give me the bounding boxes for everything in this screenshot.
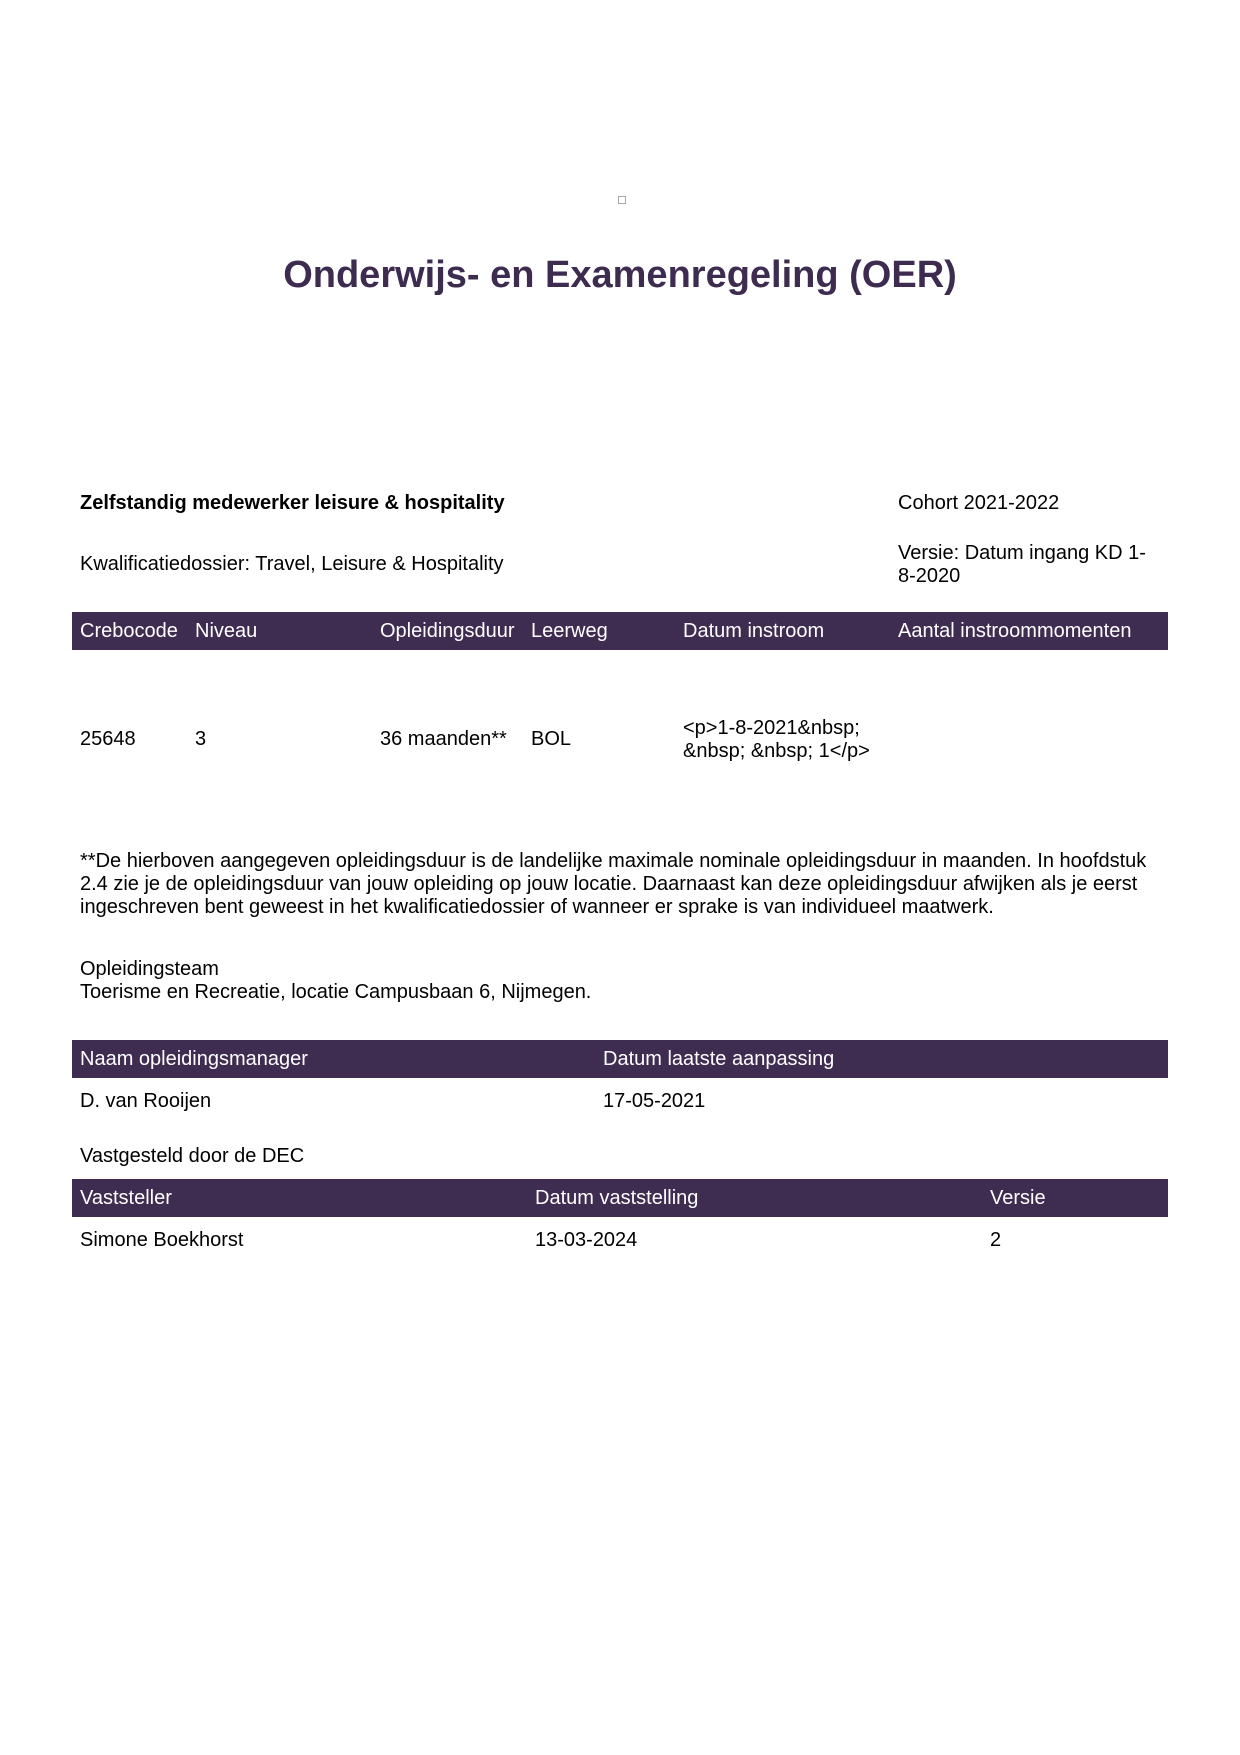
team-label: Opleidingsteam xyxy=(80,958,219,980)
team-location: Toerisme en Recreatie, locatie Campusbaan 6, Nijmegen. xyxy=(80,981,592,1003)
manager-table-header xyxy=(72,1040,1168,1078)
header-vaststeller: Vaststeller xyxy=(80,1187,172,1209)
header-naam-opleidingsmanager: Naam opleidingsmanager xyxy=(80,1048,308,1070)
cell-datum-vaststelling: 13-03-2024 xyxy=(535,1229,638,1251)
datum-instroom-line-2: &nbsp; &nbsp; 1</p> xyxy=(683,740,870,762)
version-line-2: 8-2020 xyxy=(898,565,961,587)
cell-datum-instroom xyxy=(683,717,870,763)
cell-vaststeller: Simone Boekhorst xyxy=(80,1229,244,1251)
header-aantal-instroommomenten: Aantal instroommomenten xyxy=(898,620,1132,642)
version-info xyxy=(898,542,1146,588)
header-datum-vaststelling: Datum vaststelling xyxy=(535,1187,699,1209)
logo-placeholder xyxy=(618,196,626,204)
header-niveau: Niveau xyxy=(195,620,258,642)
dec-label: Vastgesteld door de DEC xyxy=(80,1145,305,1167)
cell-versie: 2 xyxy=(990,1229,1002,1251)
header-opleidingsduur: Opleidingsduur xyxy=(380,620,515,642)
dec-table-header xyxy=(72,1179,1168,1217)
cell-crebocode: 25648 xyxy=(80,728,136,750)
cell-leerweg: BOL xyxy=(531,728,572,750)
team-info xyxy=(80,958,591,1004)
program-table-header xyxy=(72,612,1168,650)
qualification-file: Kwalificatiedossier: Travel, Leisure & Hospitality xyxy=(80,553,504,575)
footnote: **De hierboven aangegeven opleidingsduur is de landelijke maximale nominale opleidingsduur in maanden. In hoofdstuk 2.4 zie je de opleidingsduur van jouw opleiding op jouw locatie. Daarnaast kan deze opleidingsduur afwijken als je eerst ingeschreven bent geweest in het kwalificatiedossier of wanneer er sprake is van individueel maatwerk. xyxy=(80,850,1147,918)
cell-niveau: 3 xyxy=(195,728,207,750)
cell-manager-name: D. van Rooijen xyxy=(80,1090,212,1112)
header-versie: Versie xyxy=(990,1187,1046,1209)
program-name: Zelfstandig medewerker leisure & hospitality xyxy=(80,492,505,514)
header-leerweg: Leerweg xyxy=(531,620,608,642)
version-line-1: Versie: Datum ingang KD 1- xyxy=(898,542,1146,564)
header-crebocode: Crebocode xyxy=(80,620,178,642)
cohort: Cohort 2021-2022 xyxy=(898,492,1060,514)
cell-opleidingsduur: 36 maanden** xyxy=(380,728,507,750)
cell-last-modified: 17-05-2021 xyxy=(603,1090,706,1112)
header-datum-laatste-aanpassing: Datum laatste aanpassing xyxy=(603,1048,835,1070)
header-datum-instroom: Datum instroom xyxy=(683,620,825,642)
datum-instroom-line-1: <p>1-8-2021&nbsp; xyxy=(683,717,860,739)
page-title: Onderwijs- en Examenregeling (OER) xyxy=(283,254,957,296)
